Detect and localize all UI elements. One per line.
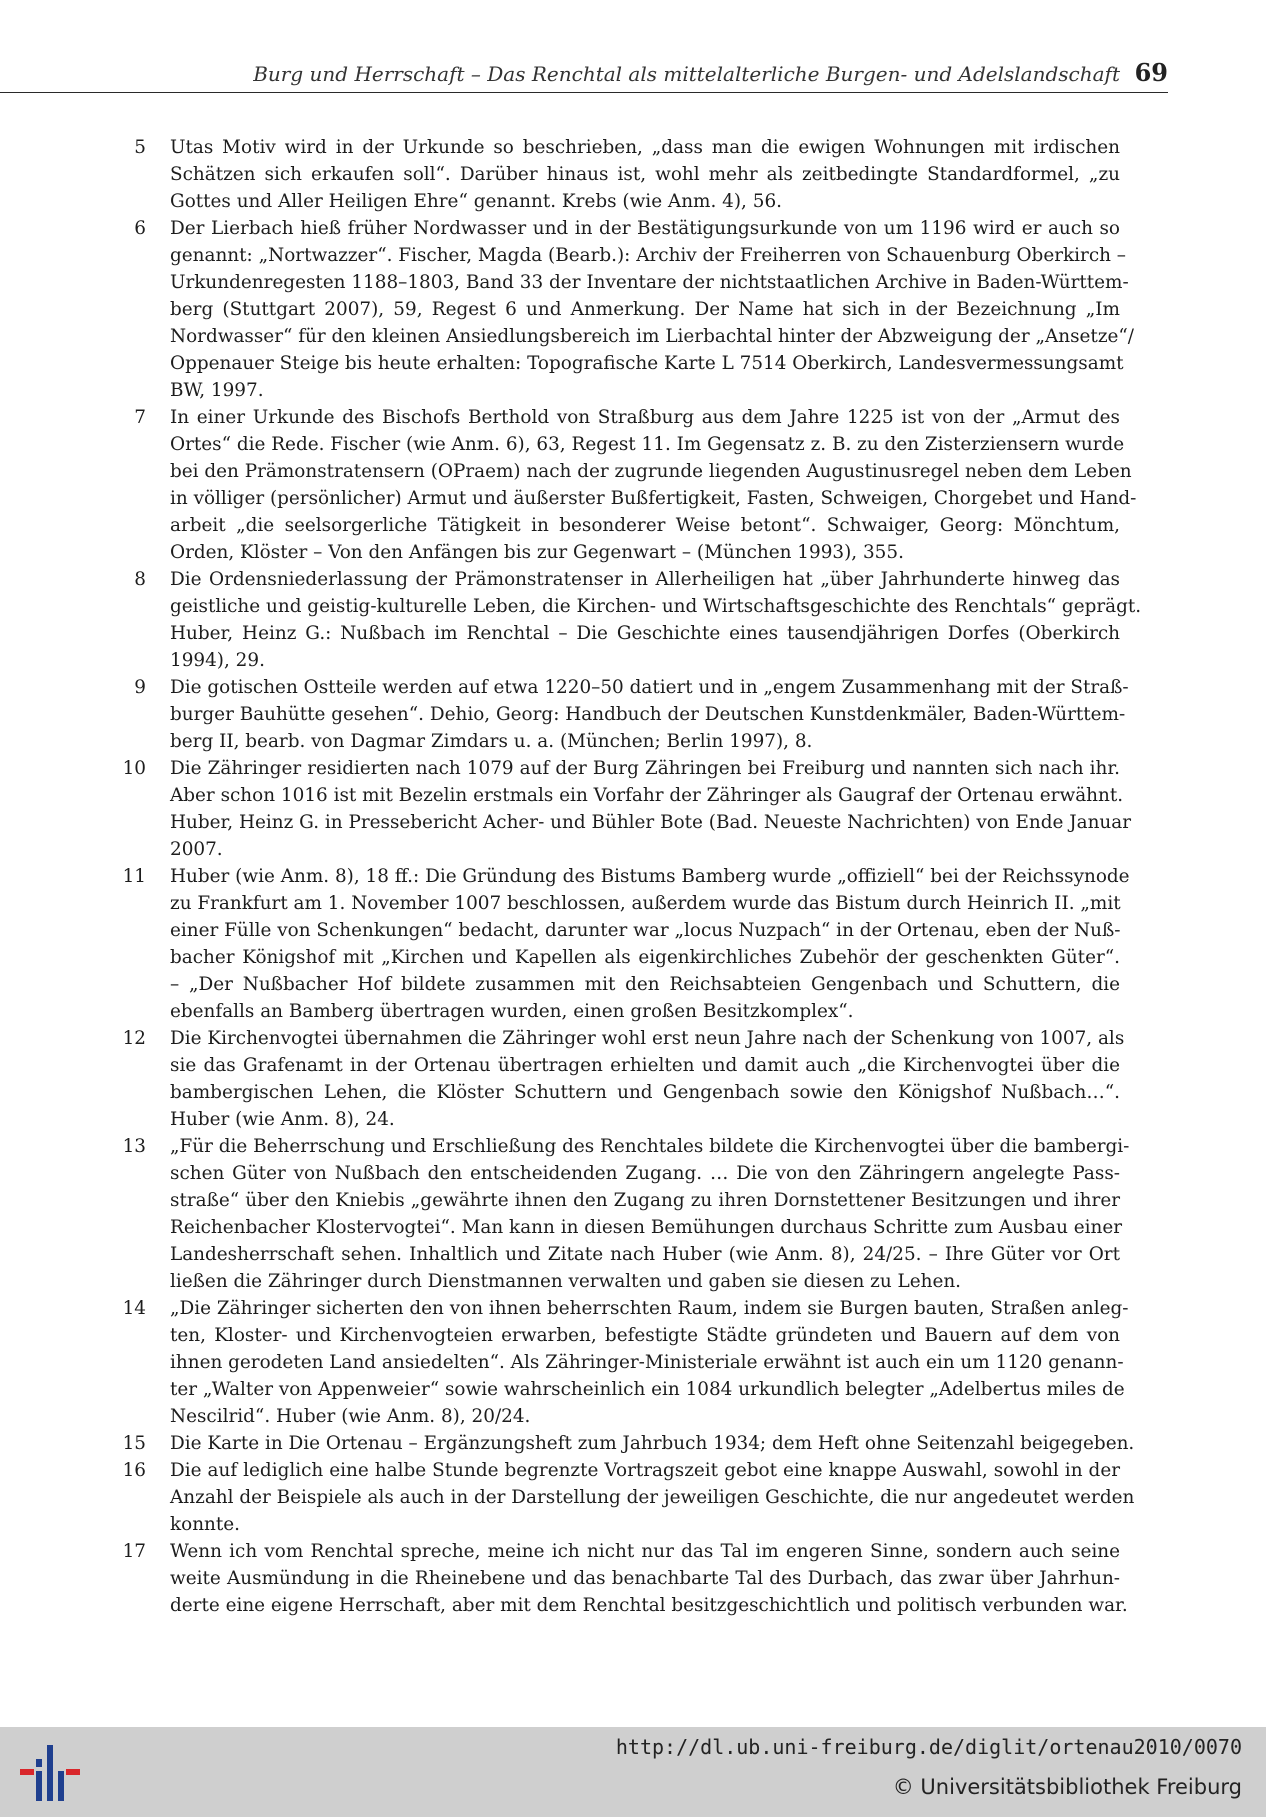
footnote-line: Anzahl der Beispiele als auch in der Darstellung der jeweiligen Geschichte, die nur angedeutet werden xyxy=(170,1487,1135,1508)
footnote-number: 11 xyxy=(122,866,146,887)
footnote-line: berg II, bearb. von Dagmar Zimdars u. a. (München; Berlin 1997), 8. xyxy=(170,731,813,752)
running-header xyxy=(0,58,1168,93)
footnote-line: bei den Prämonstratensern (OPraem) nach der zugrunde liegenden Augustinusregel neben dem Leben xyxy=(170,461,1132,482)
footnote-line: „Die Zähringer sicherten den von ihnen beherrschten Raum, indem sie Burgen bauten, Straßen anleg- xyxy=(170,1298,1129,1319)
footnote xyxy=(118,134,1120,215)
footnote-line: derte eine eigene Herrschaft, aber mit dem Renchtal besitzgeschichtlich und politisch verbunden war. xyxy=(170,1595,1128,1616)
footnote-line: Die Kirchenvogtei übernahmen die Zähringer wohl erst neun Jahre nach der Schenkung von 1007, als xyxy=(170,1028,1125,1049)
footnote-number: 14 xyxy=(122,1298,146,1319)
footnote-line: bacher Königshof mit „Kirchen und Kapellen als eigenkirchliches Zubehör der geschenkten Güter“. xyxy=(170,947,1120,968)
footnote-line: Schätzen sich erkaufen soll“. Darüber hinaus ist, wohl mehr als zeitbedingte Standardformel, „zu xyxy=(170,164,1120,185)
footnote-line: Oppenauer Steige bis heute erhalten: Topografische Karte L 7514 Oberkirch, Landesvermessungsamt xyxy=(170,353,1124,374)
footnote-line: straße“ über den Kniebis „gewährte ihnen den Zugang zu ihren Dornstettener Besitzungen und ihrer xyxy=(170,1190,1120,1211)
footnote-line: Nordwasser“ für den kleinen Ansiedlungsbereich im Lierbachtal hinter der Abzweigung der „Ansetze“/ xyxy=(170,326,1134,347)
footnote-line: Huber, Heinz G. in Pressebericht Acher- und Bühler Bote (Bad. Neueste Nachrichten) von Ende Januar xyxy=(170,812,1132,833)
footnote-line: Ortes“ die Rede. Fischer (wie Anm. 6), 63, Regest 11. Im Gegensatz z. B. zu den Zisterziensern wurde xyxy=(170,434,1125,455)
footnote-line: ter „Walter von Appenweier“ sowie wahrscheinlich ein 1084 urkundlich belegter „Adelbertus miles de xyxy=(170,1379,1125,1400)
footnotes xyxy=(118,134,1142,1619)
footnote-line: Huber, Heinz G.: Nußbach im Renchtal – Die Geschichte eines tausendjährigen Dorfes (Oberkirch xyxy=(170,623,1120,644)
footnote-line: Die Zähringer residierten nach 1079 auf der Burg Zähringen bei Freiburg und nannten sich nach ihr. xyxy=(170,758,1120,779)
footnote-number: 5 xyxy=(134,137,146,158)
footnote-line: Reichenbacher Klostervogtei“. Man kann in diesen Bemühungen durchaus Schritte zum Ausbau einer xyxy=(170,1217,1123,1238)
footnote-number: 13 xyxy=(122,1136,146,1157)
footnote-line: „Für die Beherrschung und Erschließung des Renchtales bildete die Kirchenvogtei über die bambergi- xyxy=(170,1136,1130,1157)
footnote-line: Utas Motiv wird in der Urkunde so beschrieben, „dass man die ewigen Wohnungen mit irdischen xyxy=(170,137,1120,158)
footnote-number: 15 xyxy=(122,1433,146,1454)
footnote-line: Orden, Klöster – Von den Anfängen bis zur Gegenwart – (München 1993), 355. xyxy=(170,542,904,563)
footnote-number: 12 xyxy=(122,1028,146,1049)
footnote xyxy=(118,863,1130,1025)
footnote-line: ebenfalls an Bamberg übertragen wurden, einen großen Besitzkomplex“. xyxy=(170,1001,854,1022)
footnote-line: einer Fülle von Schenkungen“ bedacht, darunter war „locus Nuzpach“ in der Ortenau, eben der Nuß- xyxy=(170,920,1121,941)
footnote-line: Die auf lediglich eine halbe Stunde begrenzte Vortragszeit gebot eine knappe Auswahl, sowohl in der xyxy=(170,1460,1120,1481)
footnote-line: Landesherrschaft sehen. Inhaltlich und Zitate nach Huber (wie Anm. 8), 24/25. – Ihre Güter vor Ort xyxy=(170,1244,1120,1265)
footnote xyxy=(118,1025,1125,1133)
footnote-line: sie das Grafenamt in der Ortenau übertragen erhielten und damit auch „die Kirchenvogtei über die xyxy=(170,1055,1120,1076)
footer-bar xyxy=(0,1727,1266,1817)
footnote-line: 1994), 29. xyxy=(170,650,265,671)
footnote-line: In einer Urkunde des Bischofs Berthold von Straßburg aus dem Jahre 1225 ist von der „Armut des xyxy=(170,407,1120,428)
footnote-line: 2007. xyxy=(170,839,223,860)
footnote-line: Der Lierbach hieß früher Nordwasser und in der Bestätigungsurkunde von um 1196 wird er auch so xyxy=(170,218,1120,239)
footnote-number: 16 xyxy=(122,1460,146,1481)
footnote xyxy=(118,1430,1135,1457)
footnote-number: 10 xyxy=(122,758,146,779)
footnote xyxy=(118,404,1137,566)
footnote-line: Nescilrid“. Huber (wie Anm. 8), 20/24. xyxy=(170,1406,531,1427)
source-url-link[interactable]: http://dl.ub.uni-freiburg.de/diglit/ortenau2010/0070 xyxy=(615,1735,1242,1759)
footnote-line: ihnen gerodeten Land ansiedelten“. Als Zähringer-Ministeriale erwähnt ist auch ein um 1120 genann- xyxy=(170,1352,1124,1373)
footnote-line: BW, 1997. xyxy=(170,380,264,401)
footnote-line: geistliche und geistig-kulturelle Leben, die Kirchen- und Wirtschaftsgeschichte des Renchtals“ geprägt. xyxy=(170,596,1142,617)
page-number: 69 xyxy=(1134,58,1168,87)
footnote-line: Huber (wie Anm. 8), 18 ff.: Die Gründung des Bistums Bamberg wurde „offiziell“ bei der Reichssynode xyxy=(170,866,1130,887)
footnote-line: zu Frankfurt am 1. November 1007 beschlossen, außerdem wurde das Bistum durch Heinrich II. „mit xyxy=(170,893,1121,914)
footnote-line: burger Bauhütte gesehen“. Dehio, Georg: Handbuch der Deutschen Kunstdenkmäler, Baden-Württem- xyxy=(170,704,1126,725)
footnote-line: arbeit „die seelsorgerliche Tätigkeit in besonderer Weise betont“. Schwaiger, Georg: Mönchtum, xyxy=(170,515,1120,536)
footnote-number: 8 xyxy=(134,569,146,590)
footnote-line: berg (Stuttgart 2007), 59, Regest 6 und Anmerkung. Der Name hat sich in der Bezeichnung „Im xyxy=(170,299,1120,320)
footnote-line: Urkundenregesten 1188–1803, Band 33 der Inventare der nichtstaatlichen Archive in Baden-Württem- xyxy=(170,272,1129,293)
footnote-number: 7 xyxy=(134,407,146,428)
running-title: Burg und Herrschaft – Das Renchtal als mittelalterliche Burgen- und Adelslandschaft xyxy=(253,62,1120,86)
footnote xyxy=(118,755,1132,863)
footnote-line: konnte. xyxy=(170,1514,241,1535)
footnote-number: 6 xyxy=(134,218,146,239)
university-library-logo-icon xyxy=(18,1741,82,1805)
footnote xyxy=(118,1133,1130,1295)
footnote-line: ten, Kloster- und Kirchenvogteien erwarben, befestigte Städte gründeten und Bauern auf dem von xyxy=(170,1325,1120,1346)
footnote-line: Die Ordensniederlassung der Prämonstratenser in Allerheiligen hat „über Jahrhunderte hinweg das xyxy=(170,569,1120,590)
footnote-number: 9 xyxy=(134,677,146,698)
footnote-line: Gottes und Aller Heiligen Ehre“ genannt. Krebs (wie Anm. 4), 56. xyxy=(170,191,782,212)
footnote-line: ließen die Zähringer durch Dienstmannen verwalten und gaben sie diesen zu Lehen. xyxy=(170,1271,962,1292)
footnote-line: Huber (wie Anm. 8), 24. xyxy=(170,1109,395,1130)
footnote-line: Wenn ich vom Renchtal spreche, meine ich nicht nur das Tal im engeren Sinne, sondern auch seine xyxy=(170,1541,1120,1562)
footnote xyxy=(118,566,1142,674)
footnote-line: – „Der Nußbacher Hof bildete zusammen mit den Reichsabteien Gengenbach und Schuttern, die xyxy=(170,974,1120,995)
footnote-line: bambergischen Lehen, die Klöster Schuttern und Gengenbach sowie den Königshof Nußbach…“. xyxy=(170,1082,1120,1103)
footnote-number: 17 xyxy=(122,1541,146,1562)
footnote-line: genannt: „Nortwazzer“. Fischer, Magda (Bearb.): Archiv der Freiherren von Schauenburg Oberkirch – xyxy=(170,245,1127,266)
footnote-line: weite Ausmündung in die Rheinebene und das benachbarte Tal des Durbach, das zwar über Jahrhun- xyxy=(170,1568,1120,1589)
footnote xyxy=(118,1295,1129,1430)
footnote-line: Die gotischen Ostteile werden auf etwa 1220–50 datiert und in „engem Zusammenhang mit der Straß- xyxy=(170,677,1129,698)
footnote xyxy=(118,1457,1135,1538)
footnote xyxy=(118,674,1129,755)
footnote-line: schen Güter von Nußbach den entscheidenden Zugang. … Die von den Zähringern angelegte Pass- xyxy=(170,1163,1120,1184)
footnote-line: Aber schon 1016 ist mit Bezelin erstmals ein Vorfahr der Zähringer als Gaugraf der Ortenau erwähnt. xyxy=(170,785,1124,806)
copyright-text: © Universitätsbibliothek Freiburg xyxy=(892,1775,1242,1799)
footnote xyxy=(118,215,1134,404)
footnote-line: in völliger (persönlicher) Armut und äußerster Bußfertigkeit, Fasten, Schweigen, Chorgebet und Hand- xyxy=(170,488,1137,509)
footnote xyxy=(118,1538,1128,1619)
footnote-line: Die Karte in Die Ortenau – Ergänzungsheft zum Jahrbuch 1934; dem Heft ohne Seitenzahl beigegeben. xyxy=(170,1433,1135,1454)
